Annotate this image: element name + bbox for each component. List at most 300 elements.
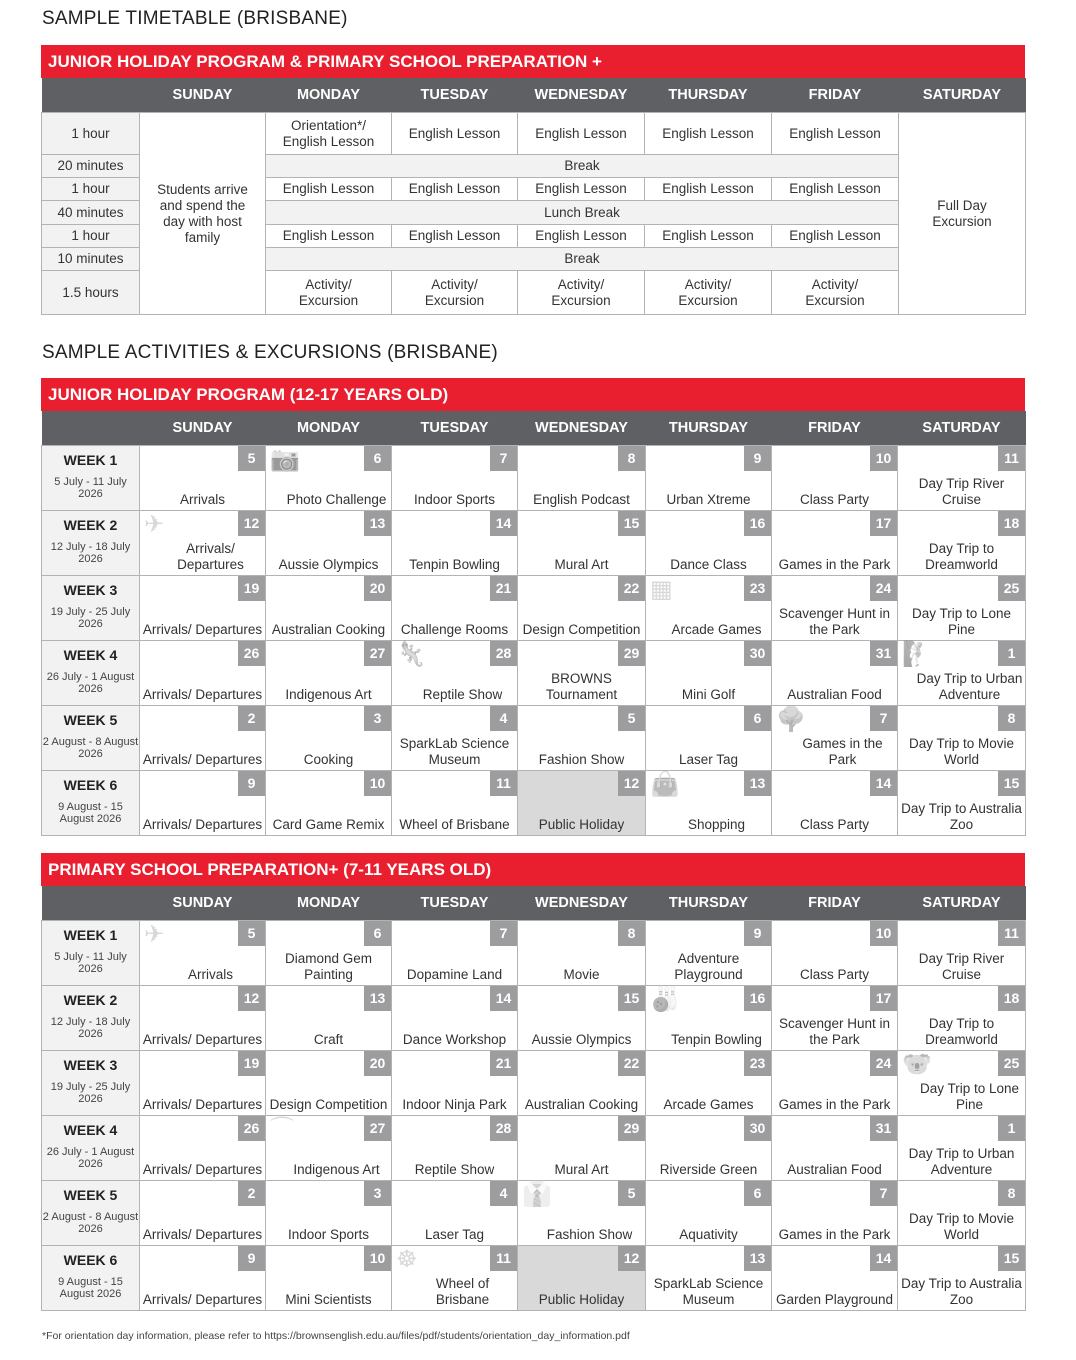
- lesson-cell: Orientation*/ English Lesson: [266, 113, 392, 155]
- blank-header: [42, 78, 140, 113]
- activity-cell: [772, 641, 898, 706]
- activity-name: Dance Class: [670, 557, 747, 572]
- activity-cell: [518, 921, 646, 986]
- week-name: WEEK 1: [63, 927, 118, 943]
- week-name: WEEK 1: [63, 452, 118, 468]
- activity-cell: [266, 511, 392, 576]
- activity-name: Challenge Rooms: [400, 622, 509, 637]
- date-badge: 5: [618, 706, 645, 731]
- date-badge: 9: [238, 1246, 265, 1271]
- activity-name: Diamond Gem Painting: [284, 951, 373, 982]
- activity-name: Australian Cooking: [271, 622, 386, 637]
- date-badge: 6: [364, 921, 391, 946]
- date-badge: 8: [618, 921, 645, 946]
- day-header: WEDNESDAY: [518, 78, 645, 113]
- activities-title: SAMPLE ACTIVITIES & EXCURSIONS (BRISBANE): [42, 342, 498, 363]
- activity-cell: [518, 1051, 646, 1116]
- day-header: THURSDAY: [645, 78, 772, 113]
- activity-name: English Podcast: [533, 492, 630, 507]
- date-badge: 11: [490, 1246, 517, 1271]
- week-dates: 2 August - 8 August 2026: [42, 736, 139, 760]
- junior-banner: JUNIOR HOLIDAY PROGRAM (12-17 YEARS OLD): [41, 378, 1025, 411]
- day-header: WEDNESDAY: [518, 411, 646, 446]
- activity-cell: [772, 1116, 898, 1181]
- activity-name: Wheel of Brisbane: [399, 817, 510, 832]
- activity-name: Mural Art: [554, 557, 609, 572]
- date-badge: 10: [870, 921, 897, 946]
- activity-cell: [392, 641, 518, 706]
- activity-name: Photo Challenge: [286, 492, 387, 507]
- activity-cell: [898, 1246, 1026, 1311]
- week-row: [42, 921, 1026, 986]
- week-label-cell: [42, 446, 140, 511]
- week-name: WEEK 2: [63, 517, 118, 533]
- activity-name: Arcade Games: [663, 1097, 754, 1112]
- date-badge: 16: [744, 511, 771, 536]
- date-badge: 27: [364, 641, 391, 666]
- activity-cell: [518, 1116, 646, 1181]
- week-row: [42, 1181, 1026, 1246]
- date-badge: 31: [870, 1116, 897, 1141]
- activity-cell: [518, 641, 646, 706]
- week-label-cell: [42, 576, 140, 641]
- activity-cell: [266, 576, 392, 641]
- activity-cell: [898, 446, 1026, 511]
- activity-cell: [646, 446, 772, 511]
- date-badge: 29: [618, 1116, 645, 1141]
- camera-icon: 📷: [270, 446, 300, 473]
- day-header: SATURDAY: [899, 78, 1026, 113]
- activity-name: Indigenous Art: [293, 1162, 380, 1177]
- date-badge: 29: [618, 641, 645, 666]
- date-badge: 13: [364, 986, 391, 1011]
- date-badge: 11: [490, 771, 517, 796]
- activity-name: Arrivals/ Departures: [142, 752, 263, 767]
- activity-name: Day Trip to Australia Zoo: [901, 801, 1022, 832]
- activity-cell: [518, 986, 646, 1051]
- date-badge: 14: [490, 986, 517, 1011]
- week-row: [42, 771, 1026, 836]
- activity-name: Australian Food: [787, 1162, 882, 1177]
- date-badge: 17: [870, 511, 897, 536]
- activity-cell: [772, 706, 898, 771]
- date-badge: 12: [618, 771, 645, 796]
- break-cell: Break: [266, 248, 899, 271]
- activity-name: Class Party: [799, 967, 870, 982]
- date-badge: 14: [870, 771, 897, 796]
- activity-cell: [266, 446, 392, 511]
- day-header: SUNDAY: [140, 411, 266, 446]
- activity-cell: Activity/ Excursion: [772, 271, 899, 315]
- date-badge: 8: [618, 446, 645, 471]
- activity-name: Tenpin Bowling: [671, 1032, 762, 1047]
- date-badge: 7: [870, 1181, 897, 1206]
- date-badge: 28: [490, 641, 517, 666]
- activity-cell: [898, 706, 1026, 771]
- calendar-header-row: [42, 411, 1026, 446]
- activity-cell: [646, 576, 772, 641]
- lesson-cell: English Lesson: [518, 113, 645, 155]
- activity-name: Australian Food: [787, 687, 882, 702]
- activity-cell: [646, 706, 772, 771]
- week-label-cell: [42, 1246, 140, 1311]
- day-header: SUNDAY: [140, 886, 266, 921]
- day-header: SATURDAY: [898, 886, 1026, 921]
- date-badge: 20: [364, 1051, 391, 1076]
- week-dates: 12 July - 18 July 2026: [50, 541, 131, 565]
- date-badge: 20: [364, 576, 391, 601]
- week-dates: 9 August - 15 August 2026: [58, 801, 123, 825]
- date-badge: 21: [490, 576, 517, 601]
- week-label-cell: [42, 706, 140, 771]
- activity-cell: [140, 1246, 266, 1311]
- week-label-cell: [42, 1116, 140, 1181]
- week-row: [42, 1051, 1026, 1116]
- activity-cell: [772, 771, 898, 836]
- date-badge: 25: [998, 1051, 1025, 1076]
- date-badge: 22: [618, 1051, 645, 1076]
- date-badge: 5: [618, 1181, 645, 1206]
- date-badge: 25: [998, 576, 1025, 601]
- activity-name: Aquativity: [679, 1227, 738, 1242]
- date-badge: 12: [238, 511, 265, 536]
- activity-cell: [646, 1116, 772, 1181]
- day-header: FRIDAY: [772, 886, 898, 921]
- activity-cell: [772, 1246, 898, 1311]
- activity-name: Scavenger Hunt in the Park: [778, 1016, 891, 1047]
- footnote: *For orientation day information, please refer to https://brownsenglish.edu.au/files/pdf/students/orientation_day_information.pdf: [42, 1330, 630, 1342]
- activity-cell: [392, 706, 518, 771]
- timetable-title: SAMPLE TIMETABLE (BRISBANE): [42, 8, 348, 29]
- week-row: [42, 511, 1026, 576]
- activity-cell: Activity/ Excursion: [392, 271, 518, 315]
- activity-cell: [772, 511, 898, 576]
- activity-name: Arcade Games: [671, 622, 762, 637]
- date-badge: 15: [618, 986, 645, 1011]
- date-badge: 13: [744, 1246, 771, 1271]
- date-badge: 14: [870, 1246, 897, 1271]
- activity-cell: [898, 921, 1026, 986]
- activity-cell: [392, 1116, 518, 1181]
- day-header: MONDAY: [266, 411, 392, 446]
- activity-name: Arrivals/ Departures: [142, 1227, 263, 1242]
- timetable-header-row: [42, 78, 1026, 113]
- activity-name: Day Trip to Lone Pine: [911, 606, 1012, 637]
- lesson-cell: English Lesson: [266, 225, 392, 248]
- arcade-icon: ▦: [650, 576, 673, 603]
- date-badge: 13: [364, 511, 391, 536]
- activity-name: Design Competition: [522, 622, 641, 637]
- date-badge: 6: [744, 1181, 771, 1206]
- date-badge: 13: [744, 771, 771, 796]
- week-dates: 26 July - 1 August 2026: [46, 671, 135, 695]
- activity-name: Adventure Playground: [674, 951, 743, 982]
- primary-banner: PRIMARY SCHOOL PREPARATION+ (7-11 YEARS OLD): [41, 853, 1025, 886]
- activity-name: Design Competition: [269, 1097, 388, 1112]
- week-name: WEEK 3: [63, 1057, 118, 1073]
- date-badge: 2: [238, 1181, 265, 1206]
- activity-cell: [266, 1051, 392, 1116]
- activity-cell: [898, 986, 1026, 1051]
- date-badge: 1: [998, 641, 1025, 666]
- week-label-cell: [42, 641, 140, 706]
- date-badge: 9: [744, 446, 771, 471]
- activity-cell: [772, 986, 898, 1051]
- activity-name: Laser Tag: [678, 752, 739, 767]
- week-row: [42, 576, 1026, 641]
- activity-name: Arrivals/ Departures: [142, 1292, 263, 1307]
- activity-name: Reptile Show: [422, 687, 503, 702]
- date-badge: 4: [490, 706, 517, 731]
- date-badge: 18: [998, 511, 1025, 536]
- activity-name: Day Trip River Cruise: [918, 951, 1005, 982]
- date-badge: 22: [618, 576, 645, 601]
- lunch-break-cell: Lunch Break: [266, 201, 899, 225]
- week-dates: 5 July - 11 July 2026: [54, 951, 127, 975]
- day-header: WEDNESDAY: [518, 886, 646, 921]
- week-label-cell: [42, 1051, 140, 1116]
- date-badge: 12: [238, 986, 265, 1011]
- activity-cell: [392, 771, 518, 836]
- activity-cell: [898, 771, 1026, 836]
- activity-name: Arrivals/ Departures: [177, 541, 244, 572]
- activity-cell: [392, 1051, 518, 1116]
- activity-name: Public Holiday: [538, 1292, 625, 1307]
- week-name: WEEK 6: [63, 1252, 118, 1268]
- activity-name: Movie: [563, 967, 600, 982]
- date-badge: 31: [870, 641, 897, 666]
- date-badge: 24: [870, 1051, 897, 1076]
- activity-name: Aussie Olympics: [278, 557, 379, 572]
- activity-name: Arrivals/ Departures: [142, 1162, 263, 1177]
- lesson-cell: English Lesson: [266, 178, 392, 201]
- activity-name: Aussie Olympics: [531, 1032, 632, 1047]
- date-badge: 6: [744, 706, 771, 731]
- activity-name: Scavenger Hunt in the Park: [778, 606, 891, 637]
- week-row: [42, 446, 1026, 511]
- week-dates: 5 July - 11 July 2026: [54, 476, 127, 500]
- activity-cell: [266, 1116, 392, 1181]
- day-header: MONDAY: [266, 78, 392, 113]
- week-label-cell: [42, 771, 140, 836]
- week-dates: 19 July - 25 July 2026: [50, 606, 131, 630]
- date-badge: 3: [364, 1181, 391, 1206]
- lesson-cell: English Lesson: [645, 225, 772, 248]
- activity-name: BROWNS Tournament: [545, 671, 618, 702]
- activity-cell: [140, 921, 266, 986]
- activity-name: SparkLab Science Museum: [653, 1276, 764, 1307]
- duration-cell: 20 minutes: [42, 155, 140, 178]
- date-badge: 28: [490, 1116, 517, 1141]
- saturday-cell: Full Day Excursion: [899, 113, 1026, 315]
- activity-name: Day Trip to Urban Adventure: [908, 1146, 1015, 1177]
- boomerang-icon: ⌒: [270, 1116, 294, 1143]
- activity-cell: [392, 1181, 518, 1246]
- lesson-cell: English Lesson: [392, 225, 518, 248]
- activity-name: Australian Cooking: [524, 1097, 639, 1112]
- date-badge: 14: [490, 511, 517, 536]
- activity-cell: [140, 511, 266, 576]
- day-header: TUESDAY: [392, 886, 518, 921]
- day-header: SATURDAY: [898, 411, 1026, 446]
- blank-header: [42, 411, 140, 446]
- activity-cell: [518, 1181, 646, 1246]
- lesson-cell: English Lesson: [772, 178, 899, 201]
- activity-cell: [140, 1181, 266, 1246]
- activity-cell: [646, 1051, 772, 1116]
- activity-name: Games in the Park: [778, 557, 891, 572]
- week-label-cell: [42, 1181, 140, 1246]
- lesson-cell: English Lesson: [772, 113, 899, 155]
- activity-cell: Activity/ Excursion: [518, 271, 645, 315]
- activity-name: Craft: [313, 1032, 344, 1047]
- activity-cell: [646, 1181, 772, 1246]
- week-name: WEEK 4: [63, 647, 118, 663]
- activity-cell: [772, 921, 898, 986]
- activity-name: Class Party: [799, 492, 870, 507]
- break-cell: Break: [266, 155, 899, 178]
- public-holiday-cell: [518, 771, 646, 836]
- date-badge: 16: [744, 986, 771, 1011]
- date-badge: 24: [870, 576, 897, 601]
- date-badge: 26: [238, 1116, 265, 1141]
- activity-name: Day Trip to Australia Zoo: [901, 1276, 1022, 1307]
- activity-name: Tenpin Bowling: [409, 557, 500, 572]
- date-badge: 4: [490, 1181, 517, 1206]
- activity-name: Fashion Show: [546, 1227, 633, 1242]
- lesson-cell: English Lesson: [772, 225, 899, 248]
- date-badge: 9: [238, 771, 265, 796]
- duration-cell: 1 hour: [42, 178, 140, 201]
- activity-cell: [140, 446, 266, 511]
- week-dates: 9 August - 15 August 2026: [58, 1276, 123, 1300]
- activity-cell: Activity/ Excursion: [266, 271, 392, 315]
- week-dates: 2 August - 8 August 2026: [42, 1211, 139, 1235]
- airplane-icon: ✈: [144, 511, 165, 538]
- lesson-cell: English Lesson: [645, 113, 772, 155]
- week-row: [42, 706, 1026, 771]
- activity-name: Riverside Green: [659, 1162, 758, 1177]
- lesson-cell: English Lesson: [518, 178, 645, 201]
- junior-calendar: [41, 411, 1026, 836]
- lesson-cell: English Lesson: [392, 178, 518, 201]
- activity-cell: [772, 1051, 898, 1116]
- day-header: FRIDAY: [772, 411, 898, 446]
- date-badge: 21: [490, 1051, 517, 1076]
- date-badge: 10: [870, 446, 897, 471]
- date-badge: 6: [364, 446, 391, 471]
- activity-cell: [266, 641, 392, 706]
- week-dates: 26 July - 1 August 2026: [46, 1146, 135, 1170]
- activity-cell: [646, 771, 772, 836]
- activity-cell: [266, 1181, 392, 1246]
- activity-name: Indoor Ninja Park: [402, 1097, 507, 1112]
- activity-name: Day Trip to Dreamworld: [925, 1016, 998, 1047]
- week-dates: 19 July - 25 July 2026: [50, 1081, 131, 1105]
- date-badge: 7: [870, 706, 897, 731]
- clothes-rack-icon: 👔: [522, 1181, 552, 1208]
- activity-cell: [898, 1181, 1026, 1246]
- date-badge: 10: [364, 771, 391, 796]
- week-name: WEEK 2: [63, 992, 118, 1008]
- sunday-cell: Students arrive and spend the day with host family: [140, 113, 266, 315]
- date-badge: 11: [998, 921, 1025, 946]
- activity-cell: [772, 576, 898, 641]
- activity-name: Mini Golf: [681, 687, 736, 702]
- activity-cell: [898, 641, 1026, 706]
- date-badge: 26: [238, 641, 265, 666]
- bowling-icon: 🎳: [650, 986, 680, 1013]
- date-badge: 19: [238, 1051, 265, 1076]
- activity-name: Games in the Park: [778, 1097, 891, 1112]
- activity-name: Indoor Sports: [287, 1227, 370, 1242]
- activity-cell: [392, 576, 518, 641]
- primary-calendar: [41, 886, 1026, 1311]
- duration-cell: 10 minutes: [42, 248, 140, 271]
- activity-name: Cooking: [303, 752, 354, 767]
- day-header: TUESDAY: [392, 411, 518, 446]
- activity-cell: [140, 706, 266, 771]
- activity-name: Dopamine Land: [406, 967, 503, 982]
- date-badge: 15: [998, 1246, 1025, 1271]
- week-name: WEEK 5: [63, 1187, 118, 1203]
- activity-name: Indoor Sports: [413, 492, 496, 507]
- activity-cell: [392, 511, 518, 576]
- activity-cell: [266, 706, 392, 771]
- date-badge: 23: [744, 576, 771, 601]
- lizard-icon: 🦎: [396, 641, 426, 668]
- activity-name: Reptile Show: [414, 1162, 495, 1177]
- week-label-cell: [42, 511, 140, 576]
- activity-name: Mini Scientists: [285, 1292, 372, 1307]
- activity-cell: [140, 986, 266, 1051]
- week-name: WEEK 4: [63, 1122, 118, 1138]
- activity-cell: [898, 1116, 1026, 1181]
- activity-name: Day Trip River Cruise: [918, 476, 1005, 507]
- activity-cell: [140, 1116, 266, 1181]
- activity-cell: [518, 576, 646, 641]
- date-badge: 8: [998, 706, 1025, 731]
- day-header: TUESDAY: [392, 78, 518, 113]
- day-header: MONDAY: [266, 886, 392, 921]
- activity-name: Urban Xtreme: [666, 492, 751, 507]
- week-row: [42, 1116, 1026, 1181]
- date-badge: 30: [744, 641, 771, 666]
- activity-cell: [392, 921, 518, 986]
- week-row: [42, 1246, 1026, 1311]
- timetable-table: [41, 78, 1026, 315]
- date-badge: 23: [744, 1051, 771, 1076]
- activity-name: Class Party: [799, 817, 870, 832]
- activity-name: Games in the Park: [802, 736, 883, 767]
- activity-cell: [646, 1246, 772, 1311]
- week-label-cell: [42, 921, 140, 986]
- activity-name: Garden Playground: [775, 1292, 894, 1307]
- activity-cell: [772, 446, 898, 511]
- activity-name: Shopping: [687, 817, 746, 832]
- date-badge: 5: [238, 446, 265, 471]
- activity-name: Card Game Remix: [272, 817, 385, 832]
- activity-cell: [646, 511, 772, 576]
- date-badge: 15: [618, 511, 645, 536]
- date-badge: 3: [364, 706, 391, 731]
- date-badge: 7: [490, 921, 517, 946]
- activity-name: Arrivals/ Departures: [142, 817, 263, 832]
- duration-cell: 1 hour: [42, 113, 140, 155]
- koala-icon: 🐨: [902, 1051, 932, 1078]
- duration-cell: 40 minutes: [42, 201, 140, 225]
- activity-name: Games in the Park: [778, 1227, 891, 1242]
